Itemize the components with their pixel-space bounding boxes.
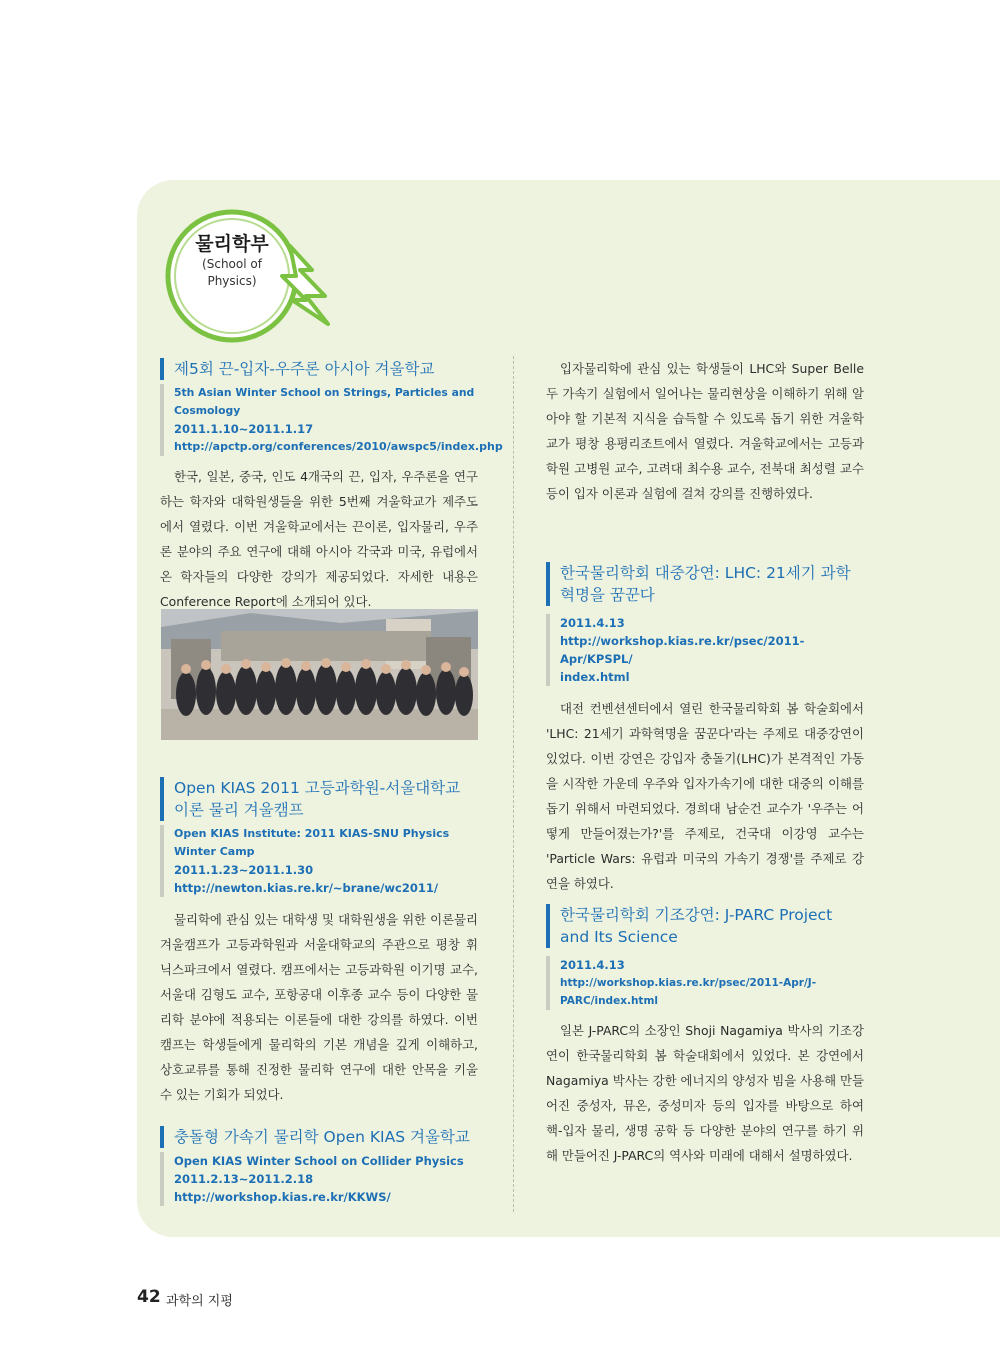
section-meta [160,384,503,456]
section-title: 제5회 끈-입자-우주론 아시아 겨울학교 [160,358,478,380]
section-collider-winter-school-continued [546,356,864,506]
badge-title: 물리학부 [195,233,269,255]
meta-date: 2011.4.13 [560,616,625,630]
meta-english-title: Open KIAS Institute: 2011 KIAS-SNU Physics Winter Camp [174,827,450,858]
section-asian-winter-school [160,358,503,614]
section-kps-keynote-jparc [546,904,864,1168]
meta-date: 2011.2.13~2011.2.18 [174,1172,314,1186]
meta-date: 2011.1.23~2011.1.30 [174,863,314,877]
section-kps-public-lecture [546,562,864,896]
section-title: 충돌형 가속기 물리학 Open KIAS 겨울학교 [160,1126,478,1148]
group-photo [161,609,478,740]
meta-url[interactable]: http://workshop.kias.re.kr/psec/2011-Apr/J-PARC/index.html [560,977,817,1007]
section-body: 한국, 일본, 중국, 인도 4개국의 끈, 입자, 우주론을 연구하는 학자와 대학원생들을 위한 5번째 겨울학교가 제주도에서 열렸다. 이번 겨울학교에서는 끈이론, 입자물리, 우주론 분야의 주요 연구에 대해 아시아 각국과 미국, 유럽에서 온 학자들의 다양한 강의가 제공되었다. 자세한 내용은 Conference Report에 소개되어 있다. [160,469,478,609]
section-meta [546,614,864,686]
meta-english-title: 5th Asian Winter School on Strings, Particles and Cosmology [174,386,475,417]
meta-date: 2011.1.10~2011.1.17 [174,422,314,436]
badge-label [178,232,286,290]
badge-subtitle-1: (School of [202,257,262,271]
badge-subtitle-2: Physics) [207,274,257,288]
meta-url[interactable]: http://apctp.org/conferences/2010/awspc5/index.php [174,440,503,453]
section-meta [160,825,478,897]
meta-url[interactable]: http://workshop.kias.re.kr/KKWS/ [174,1190,391,1204]
section-body: 대전 컨벤션센터에서 열린 한국물리학회 봄 학술회에서 'LHC: 21세기 과학혁명을 꿈꾼다'라는 주제로 대중강연이 있었다. 이번 강연은 강입자 충돌기(LHC)가 본격적인 가동을 시작한 가운데 우주와 입자가속기에 대한 대중의 이해를 돕기 위해서 마련되었다. 경희대 남순건 교수가 '우주는 어떻게 만들어졌는가?'를 주제로, 건국대 이강영 교수는 'Particle Wars: 유럽과 미국의 가속기 경쟁'를 주제로 강연을 하였다. [546,701,864,891]
section-body: 물리학에 관심 있는 대학생 및 대학원생을 위한 이론물리 겨울캠프가 고등과학원과 서울대학교의 주관으로 평창 휘닉스파크에서 열렸다. 캠프에서는 고등과학원 이기명 교수, 서울대 김형도 교수, 포항공대 이후종 교수 등이 다양한 물리학 분야에 적용되는 이론들에 대한 강의를 하였다. 이번 캠프는 학생들에게 물리학의 기본 개념을 깊게 이해하고, 상호교류를 통해 진정한 물리학 연구에 대한 안목을 키울 수 있는 기회가 되었다. [160,912,478,1102]
meta-url[interactable]: http://workshop.kias.re.kr/psec/2011-Apr/KPSPL/ [560,634,805,666]
section-title: 한국물리학회 대중강연: LHC: 21세기 과학혁명을 꿈꾼다 [546,562,864,606]
section-body: 일본 J-PARC의 소장인 Shoji Nagamiya 박사의 기조강연이 한국물리학회 봄 학술대회에서 있었다. 본 강연에서 Nagamiya 박사는 강한 에너지의 양성자 빔을 사용해 만들어진 중성자, 뮤온, 중성미자 등의 입자를 바탕으로 하여 핵-입자 물리, 생명 공학 등 다양한 분야의 연구를 하기 위해 만들어진 J-PARC의 역사와 미래에 대해서 설명하였다. [546,1023,864,1163]
section-open-kias-winter-camp [160,777,478,1107]
meta-date: 2011.4.13 [560,958,625,972]
publication-name: 과학의 지평 [166,1294,233,1309]
section-meta [546,956,864,1010]
meta-url[interactable]: http://newton.kias.re.kr/~brane/wc2011/ [174,881,439,895]
page-number: 42 [137,1287,161,1307]
section-title: Open KIAS 2011 고등과학원-서울대학교 이론 물리 겨울캠프 [160,777,478,821]
column-divider [513,356,515,1212]
section-title: 한국물리학회 기조강연: J-PARC Project and Its Science [546,904,864,948]
meta-url-continued[interactable]: index.html [560,670,630,684]
section-collider-winter-school [160,1126,478,1206]
meta-english-title: Open KIAS Winter School on Collider Physics [174,1154,464,1168]
section-meta [160,1152,478,1206]
section-body: 입자물리학에 관심 있는 학생들이 LHC와 Super Belle 두 가속기 실험에서 일어나는 물리현상을 이해하기 위해 알아야 할 기본적 지식을 습득할 수 있도록 돕기 위한 겨울학교가 평창 용평리조트에서 열렸다. 겨울학교에서는 고등과학원 고병원 교수, 고려대 최수용 교수, 전북대 최성렬 교수 등이 입자 이론과 실험에 걸쳐 강의를 진행하였다. [546,361,864,501]
